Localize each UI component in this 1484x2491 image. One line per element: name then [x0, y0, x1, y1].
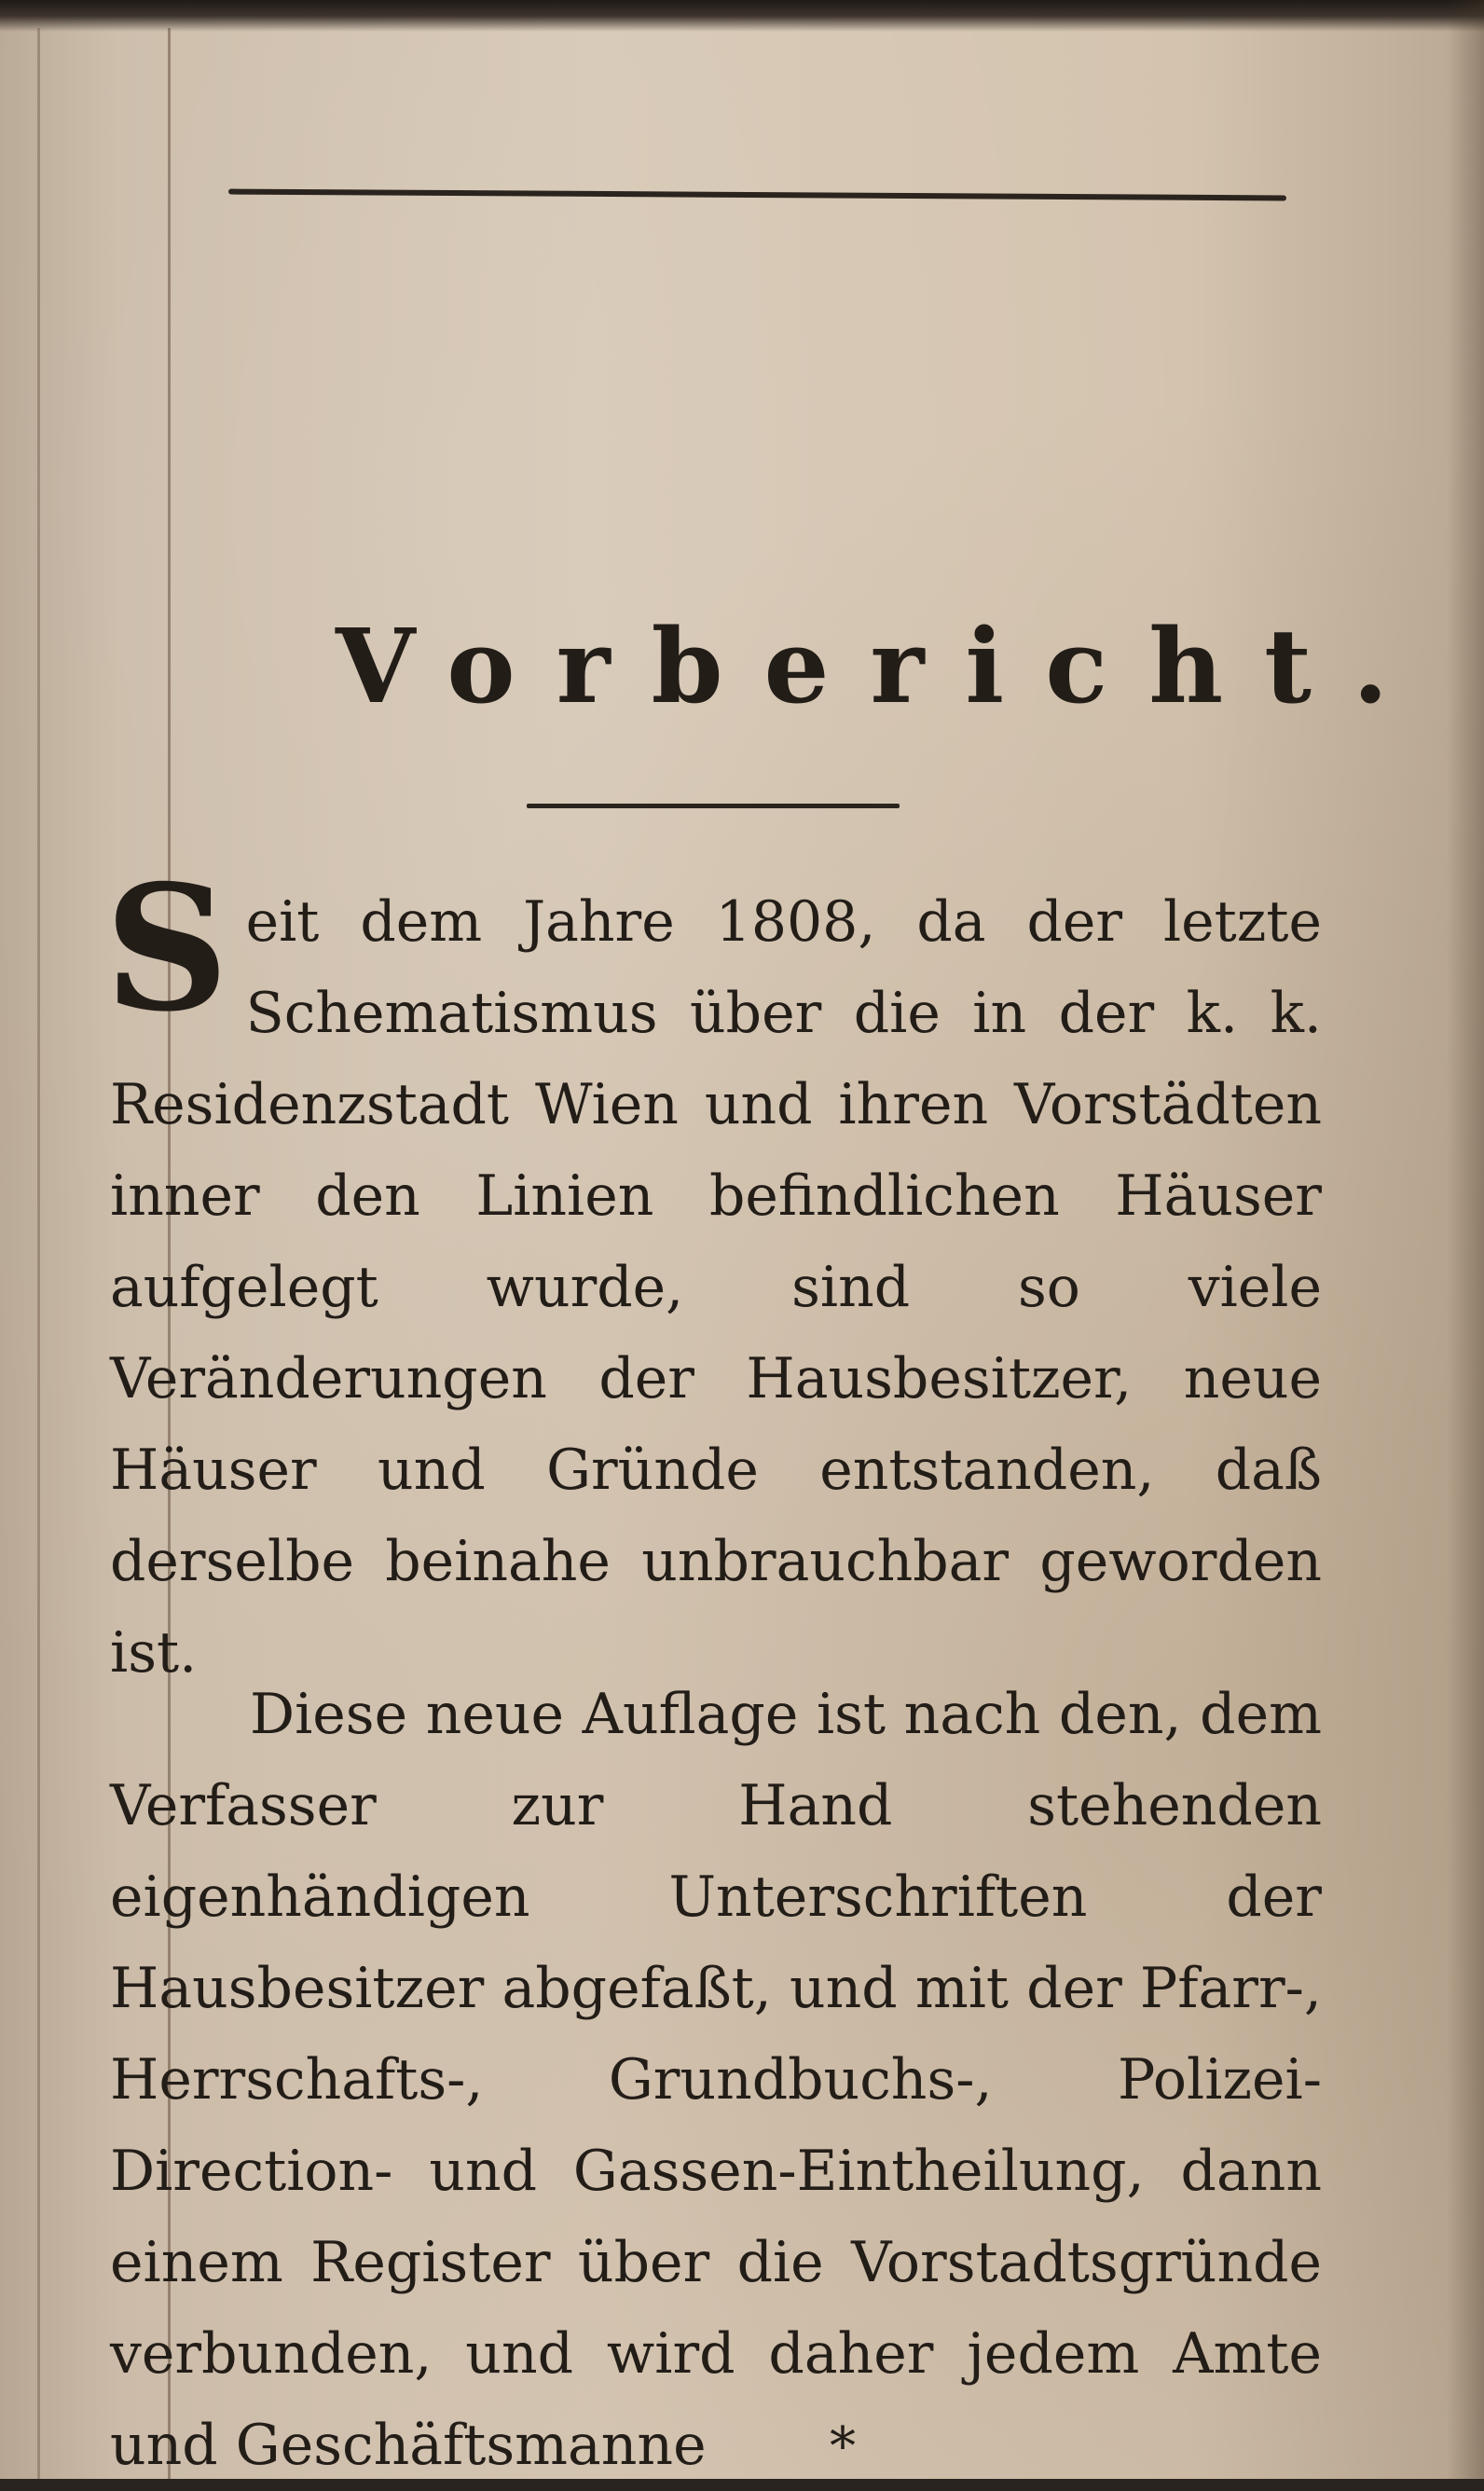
- title-divider: [527, 804, 900, 808]
- top-edge-shadow: [0, 0, 1484, 32]
- paragraph-1: [104, 846, 1322, 1699]
- page-title: Vorbericht.: [336, 606, 1430, 726]
- page-edge-shadow: [1447, 0, 1484, 2479]
- signature-mark: *: [830, 2416, 856, 2477]
- header-rule: [228, 189, 1286, 201]
- drop-cap: S: [104, 846, 229, 1050]
- paragraph-2: Diese neue Auflage ist nach den, dem Verfasser zur Hand stehenden eigenhändigen Unterschriften der Hausbesitzer abgefaßt, und mit der Pfarr-, Herrschafts-, Grundbuchs-, Polizei-Direction- und Gassen-Eintheilung, dann einem Register über die Vorstadtsgründe verbunden, und wird daher jedem Amte und Geschäftsmanne: [110, 1682, 1322, 2478]
- paragraph-1-text: eit dem Jahre 1808, da der letzte Schematismus über die in der k. k. Residenzstadt Wien und ihren Vorstädten inner den Linien befindlichen Häuser aufgelegt wurde, sind so viele Veränderungen der Hausbesitzer, neue Häuser und Gründe entstanden, daß derselbe beinahe unbrauchbar geworden ist.: [110, 889, 1322, 1686]
- page-fold-line: [37, 28, 40, 2479]
